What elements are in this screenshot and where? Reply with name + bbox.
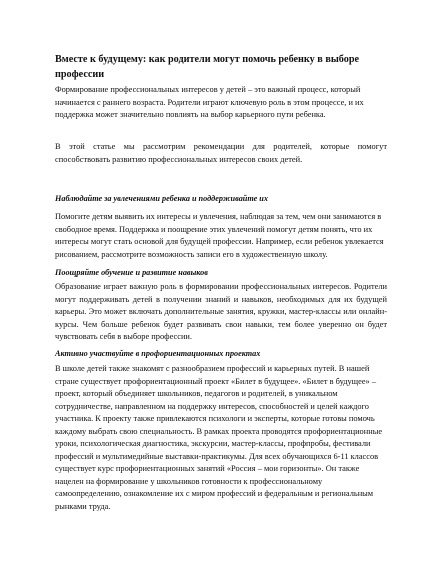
section-heading-3: Активно участвуйте в профориентационных проектах xyxy=(55,349,261,358)
section-text-2: Образование играет важную роль в формировании профессиональных интересов. Родители могут поддерживать детей в получении знаний и навыков, необходимых для их будущей карьеры. Это может включать дополнительные занятия, кружки, мастер-классы или онлайн-курсы. Чем больше ребенок будет развивать свои навыки, тем более уверенно он будет чувствовать себя в выборе профессии. xyxy=(55,282,387,341)
section-text-1: Помогите детям выявить их интересы и увлечения, наблюдая за тем, чем они занимаются в свободное время. Поддержка и поощрение этих увлечений помогут детям понять, что их интересы могут стать основой для будущей профессии. Например, если ребенок увлекается рисованием, рассмотрите возможность записи его в художественную школу. xyxy=(55,212,384,259)
intro-paragraph-1: Формирование профессиональных интересов у детей – это важный процесс, который начинается с раннего возраста. Родители играют ключевую роль в этом процессе, и их поддержка может значительно повлиять на выбор карьерного пути ребенка. xyxy=(55,85,364,119)
section-text-3: В школе детей также знакомят с разнообразием профессий и карьерных путей. В нашей стране существует профориентационный проект «Билет в будущее». «Билет в будущее» – проект, который объединяет школьников, педагогов и родителей, в уникальном сотрудничестве, направленном на поддержку интересов, способностей и целей каждого участника. К проекту также привлекаются психологи и эксперты, которые готовы помочь каждому выбрать свою специальность. В рамках проекта проводятся профориентационные уроки, психологическая диагностика, экскурсии, мастер-классы, профпробы, фестивали профессий и мультимедийные выставки-практикумы. Для всех обучающихся 6-11 классов существует курс профориентационных занятий «Россия – мои горизонты». Он также нацелен на формирование у школьников готовности к профессиональному самоопределению, ознакомление их с миром профессий и федеральным и региональным рынками труда. xyxy=(55,364,383,511)
document-title: Вместе к будущему: как родители могут помочь ребенку в выборе профессии xyxy=(55,54,360,80)
intro-paragraph-2: В этой статье мы рассмотрим рекомендации для родителей, которые помогут способствовать развитию профессиональных интересов своих детей. xyxy=(55,142,387,164)
section-heading-1: Наблюдайте за увлечениями ребенка и поддерживайте их xyxy=(55,194,268,203)
section-heading-2: Поощряйте обучение и развитие навыков xyxy=(55,268,208,277)
